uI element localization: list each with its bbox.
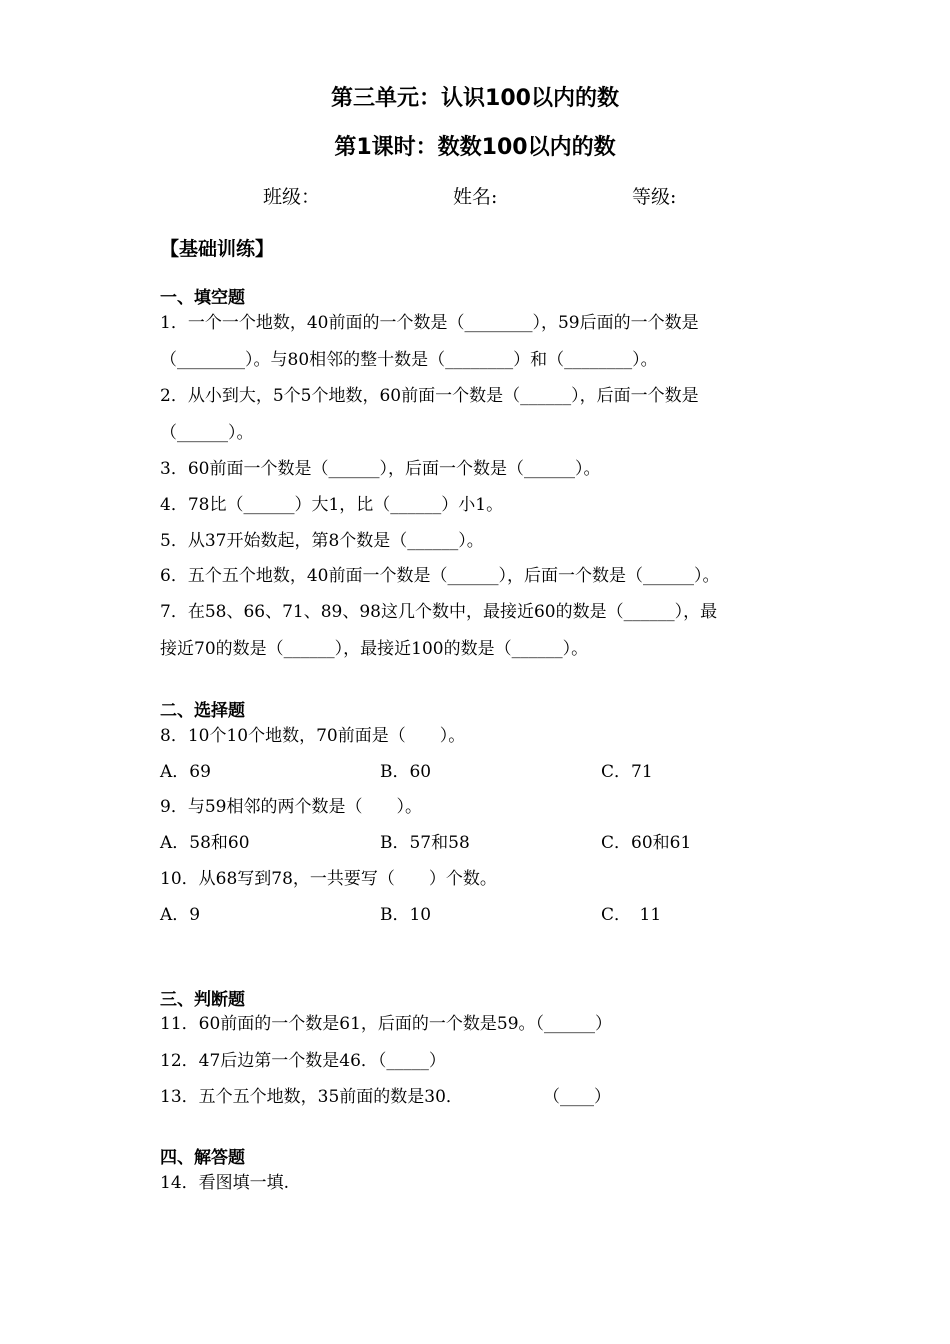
fill-line: 2．从小到大，5个5个地数，60前面一个数是（______），后面一个数是 xyxy=(160,386,699,406)
judge-question: 12．47后边第一个数是46．（_____） xyxy=(160,1051,446,1071)
judge-question: 13．五个五个地数，35前面的数是30． xyxy=(160,1087,463,1107)
fill-line: 4．78比（______）大1，比（______）小1。 xyxy=(160,495,504,515)
option-c: C．60和61 xyxy=(601,833,692,853)
fill-line: （________）。与80相邻的整十数是（________）和（________）。 xyxy=(160,350,658,370)
option-b: B．60 xyxy=(380,762,432,782)
grade-label: 等级: xyxy=(632,186,677,208)
option-b: B．57和58 xyxy=(380,833,470,853)
fill-line: 接近70的数是（______），最接近100的数是（______）。 xyxy=(160,639,589,659)
question-stem: 8．10个10个地数，70前面是（ ）。 xyxy=(160,726,466,746)
fill-line: 7．在58、66、71、89、98这几个数中，最接近60的数是（______），最 xyxy=(160,602,718,622)
fill-line: （______）。 xyxy=(160,423,254,443)
fill-line: 3．60前面一个数是（______），后面一个数是（______）。 xyxy=(160,459,601,479)
option-a: A．58和60 xyxy=(160,833,250,853)
name-label: 姓名: xyxy=(453,186,498,208)
option-b: B．10 xyxy=(380,905,432,925)
answer-section-heading: 四、解答题 xyxy=(160,1148,245,1168)
option-c: C． 11 xyxy=(601,905,662,925)
option-c: C．71 xyxy=(601,762,653,782)
lesson-subtitle: 第1课时：数数100以内的数 xyxy=(334,135,616,160)
question-stem: 10．从68写到78，一共要写（ ）个数。 xyxy=(160,869,497,889)
judge-section-heading: 三、判断题 xyxy=(160,990,245,1010)
judge-question: 11．60前面的一个数是61，后面的一个数是59。（______） xyxy=(160,1014,613,1034)
judge-answer-blank: （____） xyxy=(543,1087,611,1107)
fill-line: 1．一个一个地数，40前面的一个数是（________），59后面的一个数是 xyxy=(160,313,699,333)
fill-line: 6．五个五个地数，40前面一个数是（______），后面一个数是（______）。 xyxy=(160,566,720,586)
option-a: A．69 xyxy=(160,762,211,782)
page-title: 第三单元：认识100以内的数 xyxy=(331,86,619,111)
answer-question: 14．看图填一填. xyxy=(160,1173,290,1193)
fill-section-heading: 一、填空题 xyxy=(160,288,245,308)
question-stem: 9．与59相邻的两个数是（ ）。 xyxy=(160,797,422,817)
class-label: 班级： xyxy=(263,186,321,208)
fill-line: 5．从37开始数起，第8个数是（______）。 xyxy=(160,531,484,551)
choice-section-heading: 二、选择题 xyxy=(160,701,245,721)
basic-training-heading: 【基础训练】 xyxy=(160,238,275,260)
option-a: A．9 xyxy=(160,905,201,925)
